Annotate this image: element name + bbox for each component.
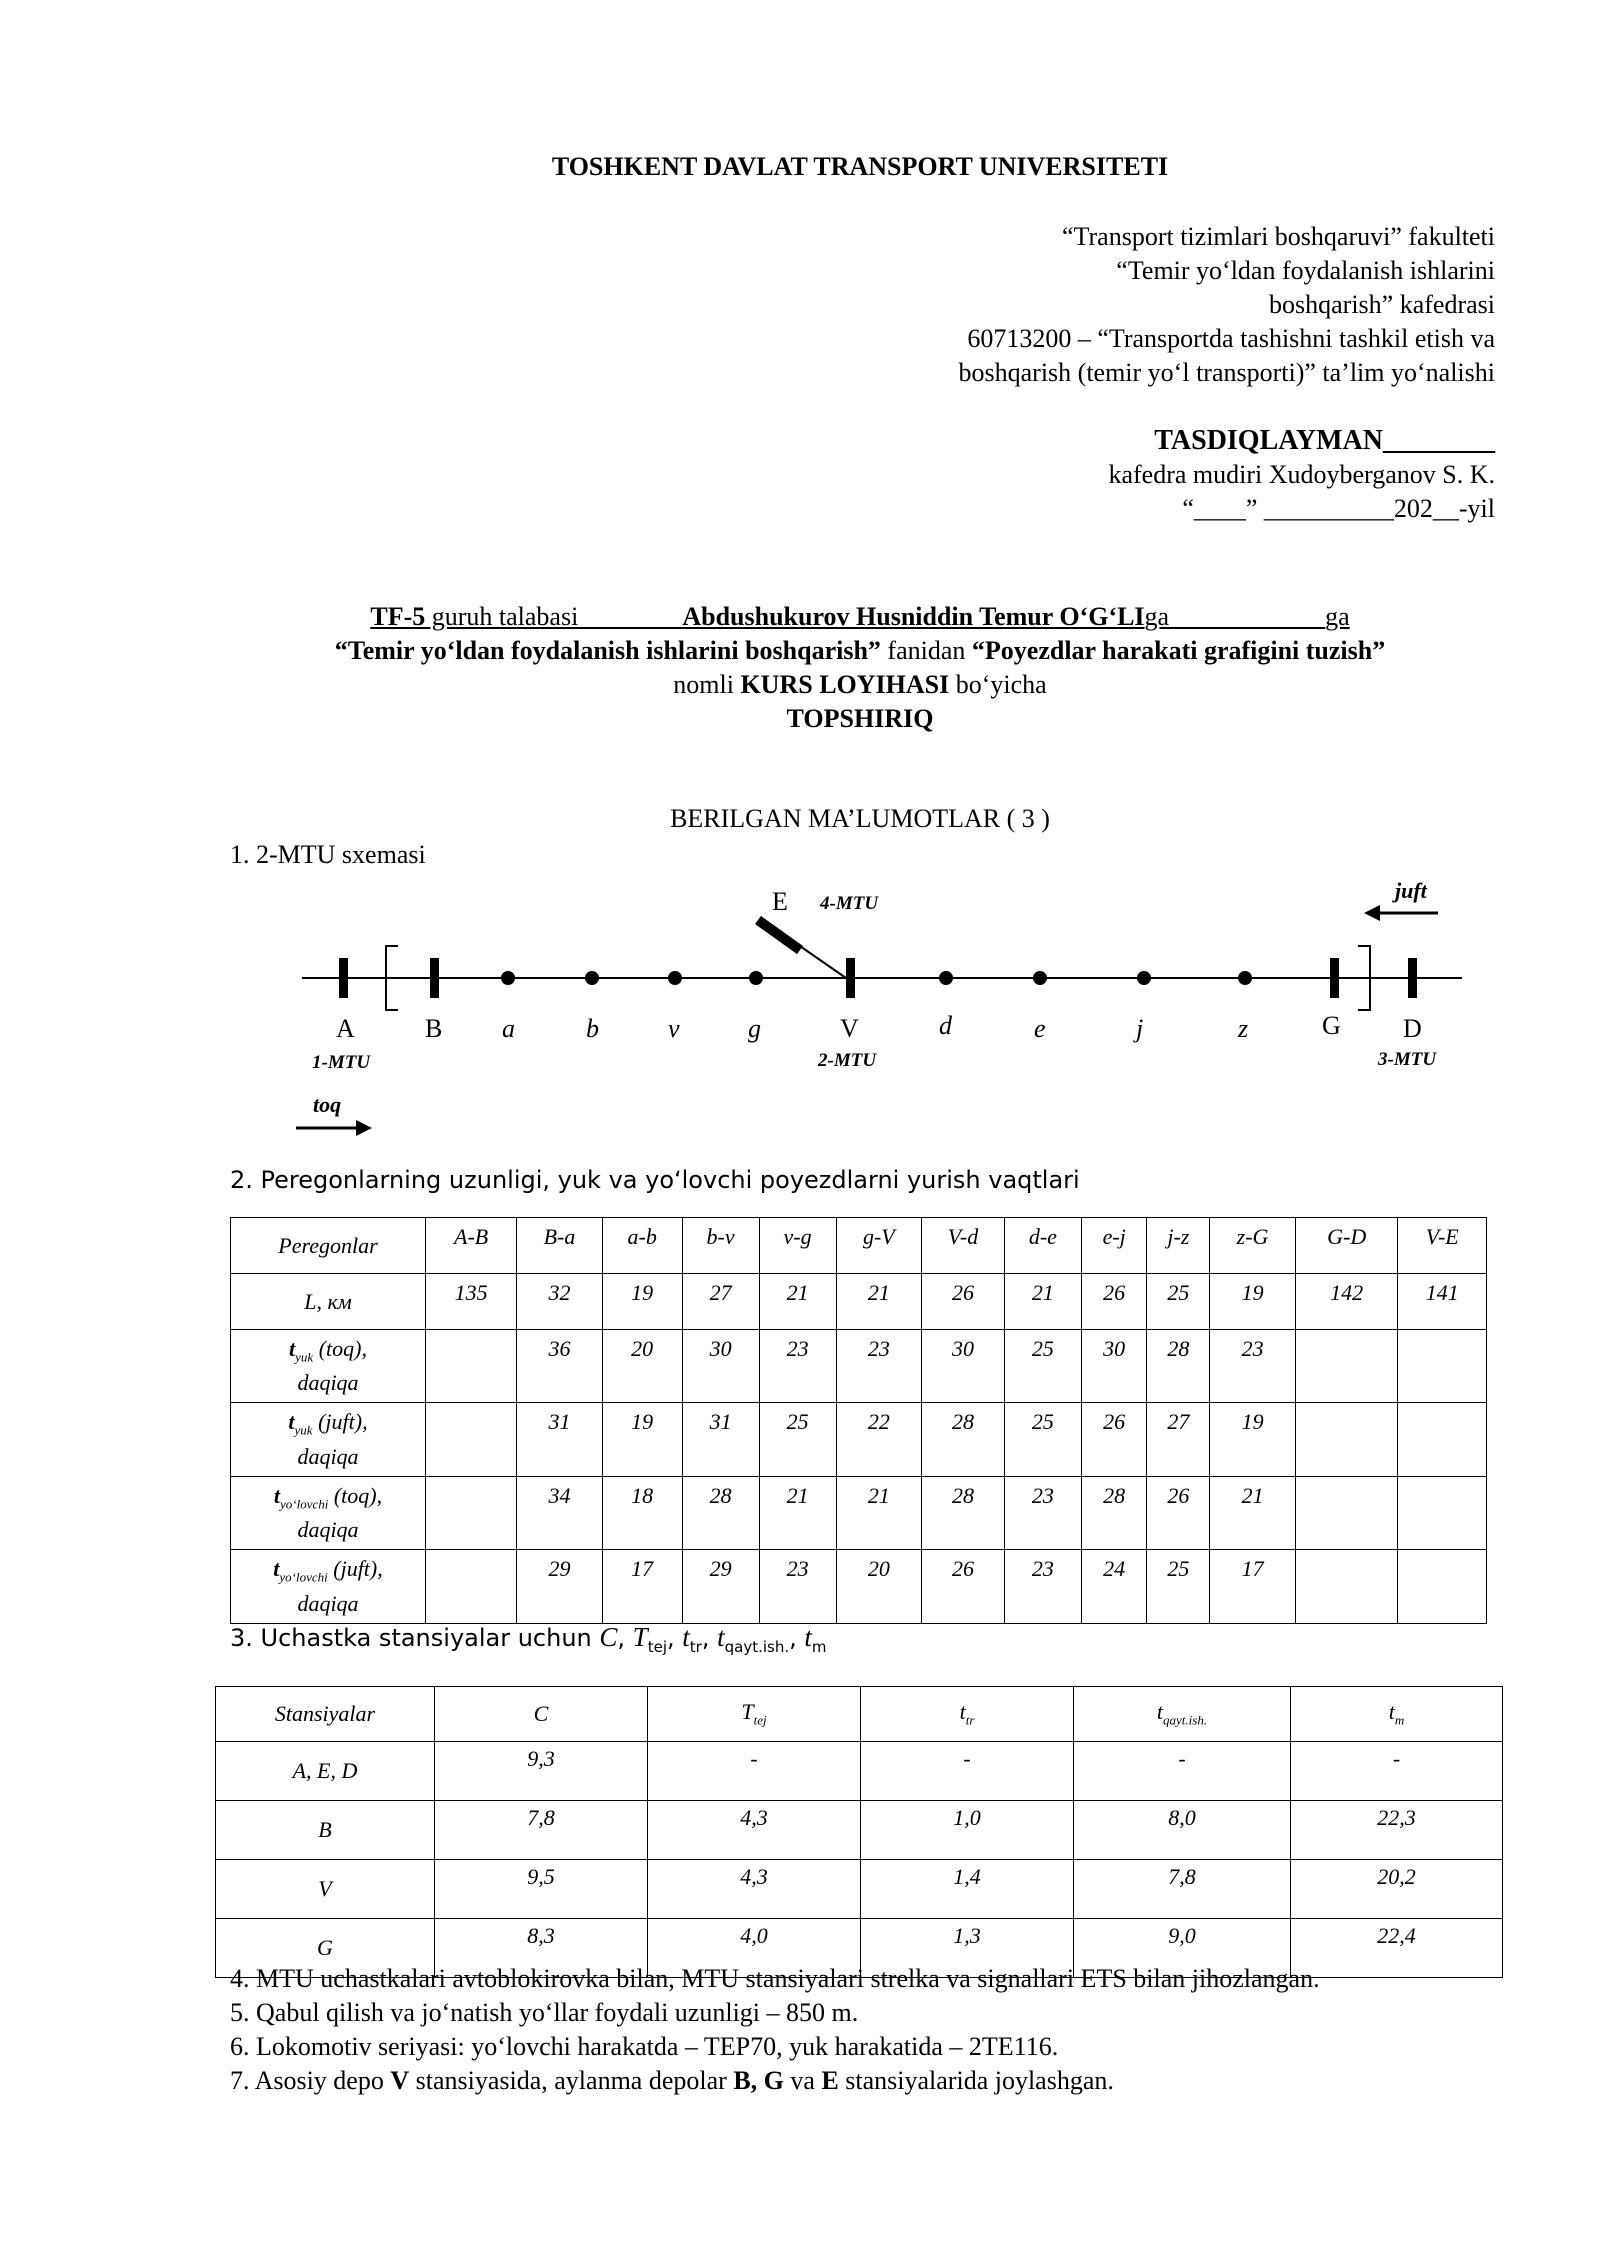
table-cell: 31 bbox=[682, 1403, 759, 1476]
table-cell: 28 bbox=[1147, 1330, 1210, 1403]
item3-title: 3. Uchastka stansiyalar uchun C, $T_{tej}$, $t_{tr}$, $t_{qayt.ish.}$, $t_m$ bbox=[230, 1622, 827, 1656]
peregon-table bbox=[230, 1217, 1487, 1624]
table-header-cell: g-V bbox=[836, 1218, 922, 1274]
station-v-dot bbox=[668, 971, 682, 985]
label-E: E bbox=[772, 887, 788, 916]
university-title: TOSHKENT DAVLAT TRANSPORT UNIVERSITETI bbox=[551, 152, 1169, 181]
table-cell: 34 bbox=[517, 1476, 603, 1549]
section-title: BERILGAN MA’LUMOTLAR ( 3 ) bbox=[670, 804, 1050, 833]
row-label-rest: (juft), bbox=[327, 1556, 383, 1582]
station-name: B bbox=[216, 1801, 435, 1860]
label-V: V bbox=[840, 1014, 859, 1043]
table-cell: 4,0 bbox=[648, 1919, 861, 1978]
table-cell: 7,8 bbox=[1074, 1860, 1291, 1919]
table-cell: 26 bbox=[1081, 1403, 1147, 1476]
table-cell: 27 bbox=[682, 1274, 759, 1330]
table-cell bbox=[1398, 1403, 1487, 1476]
table-header-cell: C bbox=[435, 1687, 648, 1742]
table-cell: 17 bbox=[602, 1550, 682, 1623]
table-row bbox=[231, 1403, 1487, 1476]
table-header-cell: Stansiyalar bbox=[216, 1687, 435, 1742]
table-cell: 29 bbox=[517, 1550, 603, 1623]
label-a: a bbox=[502, 1014, 515, 1043]
student-name: Abdushukurov Husniddin Temur O‘G‘LI bbox=[682, 602, 1145, 631]
table-header-cell: $T_{tej}$ bbox=[648, 1687, 861, 1742]
table-header-cell: e-j bbox=[1081, 1218, 1147, 1274]
table-header-cell: $t_m$ bbox=[1291, 1687, 1503, 1742]
notes-list bbox=[230, 1962, 1320, 2098]
row-label-unit: daqiqa bbox=[297, 1443, 359, 1469]
label-mtu2: 2-MTU bbox=[818, 1050, 877, 1071]
table-cell: 23 bbox=[836, 1330, 922, 1403]
label-b: b bbox=[586, 1014, 599, 1043]
label-juft: juft bbox=[1395, 878, 1427, 903]
table-cell: 19 bbox=[1210, 1274, 1296, 1330]
table-cell: 23 bbox=[1210, 1330, 1296, 1403]
label-d: d bbox=[939, 1011, 952, 1040]
table-header-cell: a-b bbox=[602, 1218, 682, 1274]
table-cell: 21 bbox=[759, 1476, 836, 1549]
label-j: j bbox=[1136, 1014, 1144, 1043]
table-cell: 20,2 bbox=[1291, 1860, 1503, 1919]
table-header-cell: Peregonlar bbox=[231, 1218, 426, 1274]
table-cell: 23 bbox=[1004, 1476, 1081, 1549]
table-cell: 21 bbox=[1210, 1476, 1296, 1549]
tail-suffix: ga bbox=[1325, 602, 1350, 631]
assignment-block bbox=[0, 600, 1600, 736]
table-header-cell: G-D bbox=[1295, 1218, 1398, 1274]
label-e: e bbox=[1034, 1014, 1046, 1043]
item3-m: m bbox=[811, 1637, 827, 1656]
row-label bbox=[231, 1403, 426, 1476]
station-z-dot bbox=[1238, 971, 1252, 985]
row-label bbox=[231, 1476, 426, 1549]
row-label-unit: daqiqa bbox=[297, 1370, 359, 1396]
course-title: KURS LOYIHASI bbox=[740, 670, 950, 699]
table-header-cell: d-e bbox=[1004, 1218, 1081, 1274]
arrow-juft-head bbox=[1364, 905, 1380, 921]
faculty-block bbox=[959, 220, 1496, 390]
nomli: nomli bbox=[673, 670, 741, 699]
table-row bbox=[231, 1550, 1487, 1623]
station-a-dot bbox=[501, 971, 515, 985]
station-E-mark bbox=[758, 920, 800, 950]
item1-title: 1. 2-MTU sxemasi bbox=[230, 840, 426, 869]
table-cell bbox=[1295, 1403, 1398, 1476]
station-name: V bbox=[216, 1860, 435, 1919]
table-cell: 28 bbox=[922, 1476, 1005, 1549]
table-cell: 27 bbox=[1147, 1403, 1210, 1476]
faculty-line: 60713200 – “Transportda tashishni tashkil etish va bbox=[967, 324, 1495, 353]
table-header-cell: $t_{tr}$ bbox=[861, 1687, 1074, 1742]
item3-t: t bbox=[804, 1622, 812, 1652]
table-cell: - bbox=[861, 1742, 1074, 1801]
boyicha: bo‘yicha bbox=[949, 670, 1047, 699]
table-cell: 25 bbox=[1147, 1274, 1210, 1330]
table-cell: 4,3 bbox=[648, 1860, 861, 1919]
table-cell: 26 bbox=[922, 1550, 1005, 1623]
table-cell: 26 bbox=[1081, 1274, 1147, 1330]
table-cell: 31 bbox=[517, 1403, 603, 1476]
station-e-dot bbox=[1033, 971, 1047, 985]
table-cell: 22,4 bbox=[1291, 1919, 1503, 1978]
label-toq: toq bbox=[313, 1092, 342, 1117]
label-mtu1: 1-MTU bbox=[312, 1052, 371, 1073]
table-cell: 28 bbox=[922, 1403, 1005, 1476]
table-cell: 21 bbox=[836, 1476, 922, 1549]
note-item: 7. Asosiy depo V stansiyasida, aylanma depolar B, G va E stansiyalarida joylashgan. bbox=[230, 2066, 1114, 2095]
table-cell: 28 bbox=[682, 1476, 759, 1549]
table-cell bbox=[1398, 1476, 1487, 1549]
item3-t: t bbox=[717, 1622, 725, 1652]
row-label-rest: (juft), bbox=[312, 1409, 368, 1435]
subject-name: “Temir yo‘ldan foydalanish ishlarini boshqarish” bbox=[334, 636, 881, 665]
table-cell: 9,3 bbox=[435, 1742, 648, 1801]
row-label-unit: daqiqa bbox=[297, 1517, 359, 1543]
faculty-line: boshqarish” kafedrasi bbox=[1269, 290, 1495, 319]
table-cell: 25 bbox=[1004, 1330, 1081, 1403]
table-header-cell: A-B bbox=[426, 1218, 517, 1274]
table-cell: 29 bbox=[682, 1550, 759, 1623]
faculty-line: “Temir yo‘ldan foydalanish ishlarini bbox=[1116, 256, 1495, 285]
subject-line bbox=[0, 634, 1600, 668]
group-name: TF-5 bbox=[370, 602, 426, 631]
approve-person: kafedra mudiri Xudoyberganov S. K. bbox=[1108, 460, 1495, 489]
topshiriq: TOPSHIRIQ bbox=[786, 704, 934, 733]
item3-tej: tej bbox=[647, 1637, 667, 1656]
station-D-mark bbox=[1408, 958, 1417, 998]
table-cell bbox=[1295, 1330, 1398, 1403]
table-cell: 24 bbox=[1081, 1550, 1147, 1623]
table-cell: 135 bbox=[426, 1274, 517, 1330]
label-z: z bbox=[1238, 1014, 1249, 1043]
item3-qayt: qayt.ish. bbox=[724, 1637, 790, 1656]
table-cell: 1,3 bbox=[861, 1919, 1074, 1978]
table-cell bbox=[426, 1330, 517, 1403]
table-cell: 30 bbox=[682, 1330, 759, 1403]
table-header-cell: v-g bbox=[759, 1218, 836, 1274]
row-label-sub: yo‘lovchi bbox=[279, 1496, 329, 1512]
table-header-cell: b-v bbox=[682, 1218, 759, 1274]
label-mtu3: 3-MTU bbox=[1378, 1049, 1437, 1070]
label-mtu4: 4-MTU bbox=[820, 893, 879, 914]
table-cell bbox=[1398, 1550, 1487, 1623]
table-header-cell: V-E bbox=[1398, 1218, 1487, 1274]
table-cell: 7,8 bbox=[435, 1801, 648, 1860]
table-header-cell: V-d bbox=[922, 1218, 1005, 1274]
arrow-toq-head bbox=[356, 1120, 372, 1136]
station-d-dot bbox=[939, 971, 953, 985]
table-cell: 19 bbox=[602, 1403, 682, 1476]
table-cell: 22,3 bbox=[1291, 1801, 1503, 1860]
table-row bbox=[231, 1476, 1487, 1549]
row-label-t: t bbox=[289, 1336, 296, 1361]
row-label-rest: (toq), bbox=[313, 1336, 367, 1361]
station-B-mark bbox=[430, 958, 439, 998]
station-j-dot bbox=[1137, 971, 1151, 985]
table-cell: 8,3 bbox=[435, 1919, 648, 1978]
table-cell bbox=[1295, 1476, 1398, 1549]
label-D: D bbox=[1403, 1014, 1422, 1043]
fanidan: fanidan bbox=[880, 636, 972, 665]
row-label-sub: yuk bbox=[295, 1349, 314, 1365]
table-cell: 142 bbox=[1295, 1274, 1398, 1330]
row-label-t: t bbox=[273, 1482, 280, 1508]
table-cell: 23 bbox=[759, 1330, 836, 1403]
table-cell bbox=[1398, 1330, 1487, 1403]
note-item: 6. Lokomotiv seriyasi: yo‘lovchi harakatda – TEP70, yuk harakatida – 2TE116. bbox=[230, 2032, 1059, 2061]
table-cell: 1,0 bbox=[861, 1801, 1074, 1860]
item3-tr: tr bbox=[689, 1637, 702, 1656]
table-row bbox=[216, 1860, 1503, 1919]
table-cell: 20 bbox=[602, 1330, 682, 1403]
row-label-t: t bbox=[288, 1409, 295, 1435]
label-B: B bbox=[425, 1014, 443, 1043]
row-label-sub: yo‘lovchi bbox=[279, 1569, 328, 1585]
student-suffix: ga bbox=[1144, 602, 1170, 631]
label-G: G bbox=[1322, 1011, 1341, 1040]
table-cell: 30 bbox=[1081, 1330, 1147, 1403]
item2-title: 2. Peregonlarning uzunligi, yuk va yo‘lovchi poyezdlarni yurish vaqtlari bbox=[230, 1166, 1080, 1194]
row-label-t: t bbox=[273, 1556, 280, 1582]
table-cell: 17 bbox=[1210, 1550, 1296, 1623]
table-cell: 21 bbox=[1004, 1274, 1081, 1330]
station-b-dot bbox=[585, 971, 599, 985]
table-cell: 9,0 bbox=[1074, 1919, 1291, 1978]
row-label-rest: (toq), bbox=[328, 1482, 383, 1508]
table-cell: 25 bbox=[759, 1403, 836, 1476]
student-line bbox=[0, 600, 1600, 634]
approve-date: “____” __________202__-yil bbox=[1182, 494, 1495, 523]
station-name: G bbox=[216, 1919, 435, 1978]
station-G-mark bbox=[1330, 958, 1339, 998]
row-label: L, км bbox=[231, 1274, 426, 1330]
topic-name: “Poyezdlar harakati grafigini tuzish” bbox=[971, 636, 1386, 665]
course-line bbox=[0, 668, 1600, 702]
table-row bbox=[231, 1330, 1487, 1403]
gap: ____________ bbox=[1169, 602, 1326, 631]
table-row bbox=[216, 1801, 1503, 1860]
table-cell: 36 bbox=[517, 1330, 603, 1403]
table-row bbox=[216, 1687, 1503, 1742]
approval-block bbox=[1108, 424, 1495, 526]
table-cell bbox=[426, 1403, 517, 1476]
table-cell: 19 bbox=[1210, 1403, 1296, 1476]
table-row bbox=[216, 1742, 1503, 1801]
row-label bbox=[231, 1550, 426, 1623]
table-cell: 1,4 bbox=[861, 1860, 1074, 1919]
table-header-cell: $t_{qayt.ish.}$ bbox=[1074, 1687, 1291, 1742]
label-A: A bbox=[336, 1014, 355, 1043]
table-cell bbox=[1295, 1550, 1398, 1623]
table-row bbox=[231, 1274, 1487, 1330]
station-g-dot bbox=[749, 971, 763, 985]
faculty-line: “Transport tizimlari boshqaruvi” fakulteti bbox=[1062, 222, 1495, 251]
table-row bbox=[231, 1218, 1487, 1274]
railway-scheme bbox=[0, 870, 1600, 1150]
table-cell: 23 bbox=[759, 1550, 836, 1623]
item3-t: t bbox=[682, 1622, 690, 1652]
station-V-mark bbox=[846, 958, 855, 998]
table-cell: - bbox=[1291, 1742, 1503, 1801]
table-cell: 20 bbox=[836, 1550, 922, 1623]
row-label-sub: yuk bbox=[294, 1422, 313, 1438]
table-cell: 18 bbox=[602, 1476, 682, 1549]
table-header-cell: j-z bbox=[1147, 1218, 1210, 1274]
station-A-mark bbox=[339, 958, 348, 998]
faculty-line: boshqarish (temir yo‘l transporti)” ta’lim yo‘nalishi bbox=[958, 358, 1495, 387]
table-cell: 28 bbox=[1081, 1476, 1147, 1549]
table-cell bbox=[426, 1476, 517, 1549]
table-header-cell: z-G bbox=[1210, 1218, 1296, 1274]
table-cell: 21 bbox=[836, 1274, 922, 1330]
table-cell: 32 bbox=[517, 1274, 603, 1330]
label-v: v bbox=[668, 1014, 680, 1043]
note-item: 5. Qabul qilish va jo‘natish yo‘llar foydali uzunligi – 850 m. bbox=[230, 1998, 859, 2027]
table-header-cell: B-a bbox=[517, 1218, 603, 1274]
table-cell: 26 bbox=[922, 1274, 1005, 1330]
group-suffix: guruh talabasi bbox=[425, 602, 579, 631]
gap: ________ bbox=[578, 602, 683, 631]
station-name: A, E, D bbox=[216, 1742, 435, 1801]
table-cell: 19 bbox=[602, 1274, 682, 1330]
table-cell: 25 bbox=[1004, 1403, 1081, 1476]
table-cell: 9,5 bbox=[435, 1860, 648, 1919]
table-cell: 23 bbox=[1004, 1550, 1081, 1623]
item3-T: T bbox=[632, 1622, 648, 1652]
row-label bbox=[231, 1330, 426, 1403]
table-cell bbox=[426, 1550, 517, 1623]
station-table bbox=[215, 1686, 1503, 1978]
table-cell: 30 bbox=[922, 1330, 1005, 1403]
item3-prefix: 3. Uchastka stansiyalar uchun bbox=[230, 1624, 600, 1652]
table-cell: 21 bbox=[759, 1274, 836, 1330]
table-cell: 25 bbox=[1147, 1550, 1210, 1623]
table-cell: 22 bbox=[836, 1403, 922, 1476]
table-cell: 4,3 bbox=[648, 1801, 861, 1860]
table-cell: - bbox=[648, 1742, 861, 1801]
row-label-unit: daqiqa bbox=[297, 1590, 359, 1616]
table-cell: 8,0 bbox=[1074, 1801, 1291, 1860]
approve-title: TASDIQLAYMAN________ bbox=[1154, 425, 1495, 456]
label-g: g bbox=[748, 1014, 761, 1043]
table-cell: 141 bbox=[1398, 1274, 1487, 1330]
note-item: 4. MTU uchastkalari avtoblokirovka bilan, MTU stansiyalari strelka va signallari ETS bilan jihozlangan. bbox=[230, 1964, 1320, 1993]
item3-C: C bbox=[599, 1622, 618, 1652]
table-cell: - bbox=[1074, 1742, 1291, 1801]
table-cell: 26 bbox=[1147, 1476, 1210, 1549]
